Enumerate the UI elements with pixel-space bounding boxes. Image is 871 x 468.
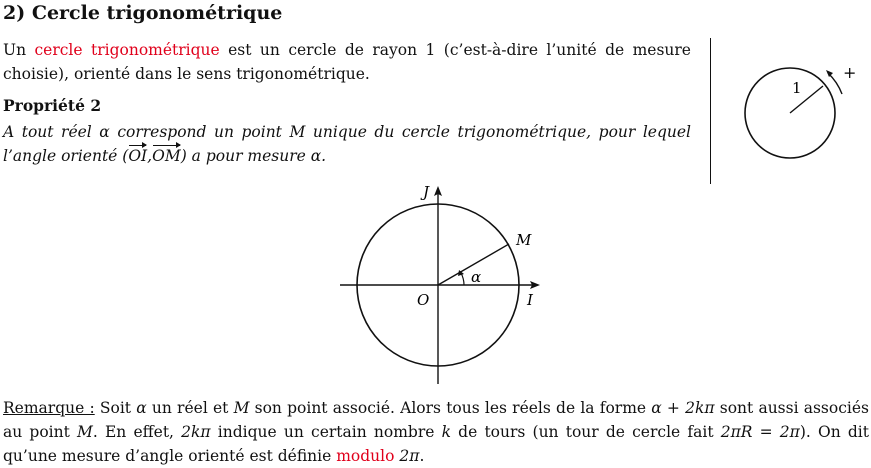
oriented-circle-figure	[730, 50, 860, 170]
orientation-arc	[828, 73, 842, 94]
remark-text: ). On dit qu’une mesure d’angle orienté est définie	[3, 423, 869, 465]
remark-text: . En effet,	[92, 423, 182, 441]
remark-math: k	[441, 423, 451, 441]
remark-text: de tours (un tour de cercle fait	[450, 423, 721, 441]
label-alpha: α	[471, 268, 482, 286]
remark-math: α	[136, 399, 147, 417]
remark-text: .	[419, 447, 425, 465]
property-text-2: ) a pour mesure α.	[180, 147, 327, 165]
orientation-arrow-icon	[826, 70, 833, 77]
remark-text: sont aussi associés au point	[3, 399, 869, 441]
intro-text-before: Un	[3, 41, 35, 59]
remark-text: son point associé. Alors tous les réels de la forme	[249, 399, 652, 417]
trigonometric-circle-figure	[330, 178, 555, 390]
remark-paragraph	[3, 396, 869, 468]
vector-oi: OI	[128, 144, 147, 168]
remark-math: 2π	[399, 447, 420, 465]
orientation-plus-label: +	[843, 63, 857, 82]
small-radius-label: 1	[792, 79, 802, 97]
remark-math: M	[233, 399, 250, 417]
remark-text: indique un certain nombre	[210, 423, 442, 441]
property-comma: ,	[147, 147, 153, 165]
remark-math: 2kπ	[181, 423, 211, 441]
vertical-separator	[710, 38, 711, 184]
remark-math: M	[77, 423, 93, 441]
section-title: 2) Cercle trigonométrique	[3, 2, 283, 24]
remark-text: un réel et	[146, 399, 234, 417]
label-i: I	[527, 291, 533, 309]
label-o: O	[417, 291, 430, 309]
remark-math: α + 2kπ	[651, 399, 715, 417]
modulo-link[interactable]: modulo	[336, 447, 395, 465]
remark-text: Soit	[94, 399, 137, 417]
intro-paragraph	[3, 38, 691, 86]
vector-om: OM	[152, 144, 181, 168]
remark-math: 2πR = 2π	[720, 423, 800, 441]
property-statement	[3, 120, 691, 168]
cercle-trigonometrique-link[interactable]: cercle trigonométrique	[34, 41, 220, 59]
property-title: Propriété 2	[3, 96, 102, 115]
label-m: M	[516, 231, 532, 249]
label-j: J	[423, 183, 430, 201]
remark-label: Remarque :	[3, 399, 95, 417]
property-text-1: A tout réel α correspond un point M unique du cercle trigonométrique, pour lequel l’angle orienté (	[3, 123, 691, 165]
intro-text-after: est un cercle de rayon 1 (c’est-à-dire l’unité de mesure choisie), orienté dans le sens trigonométrique.	[3, 41, 691, 83]
